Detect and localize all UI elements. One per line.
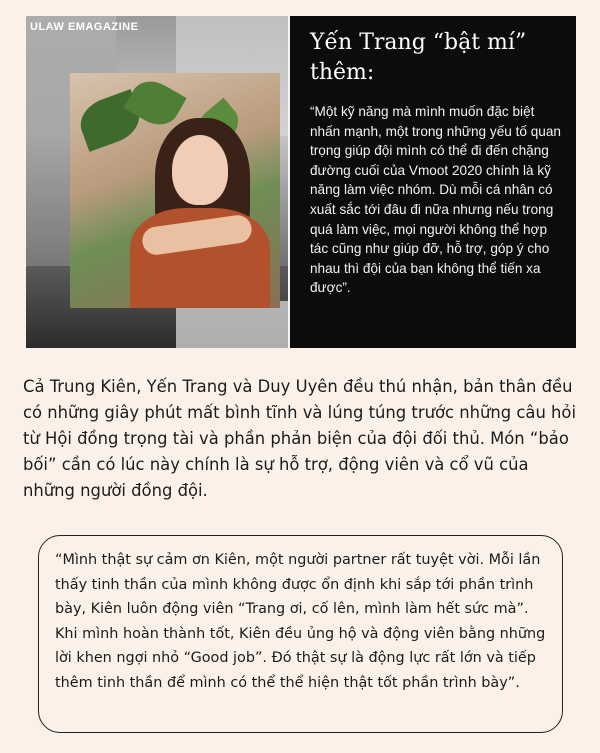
panel-title: Yến Trang “bật mí” thêm:: [310, 30, 527, 85]
quote-box: [38, 535, 563, 733]
brand-label: ULAW EMAGAZINE: [30, 21, 139, 33]
hero-section: [26, 16, 576, 348]
intro-paragraph: Cả Trung Kiên, Yến Trang và Duy Uyên đều thú nhận, bản thân đều có những giây phút mất bình tĩnh và lúng túng trước những câu hỏi từ Hội đồng trọng tài và phần phản biện của đội đối thủ. Món “bảo bối” cần có lúc này chính là sự hỗ trợ, động viên và cổ vũ của những người đồng đội.: [23, 377, 577, 500]
quote-panel: [290, 16, 576, 348]
panel-quote: “Một kỹ năng mà mình muốn đặc biệt nhấn mạnh, một trong những yếu tố quan trọng giúp đội mình có thể đi đến chặng đường cuối của Vmoot 2020 chính là kỹ năng làm việc nhóm. Dù mỗi cá nhân có xuất sắc tới đâu đi nữa nhưng nếu trong quá làm việc, mọi người không thể hợp tác cũng như giúp đỡ, hỗ trợ, góp ý cho nhau thì đội của bạn không thể tiến xa được”.: [310, 104, 561, 296]
quote-box-text: “Mình thật sự cảm ơn Kiên, một người partner rất tuyệt vời. Mỗi lần thấy tinh thần của mình không được ổn định khi sắp tới phần trình bày, Kiên luôn động viên “Trang ơi, cố lên, mình làm hết sức mà”. Khi mình hoàn thành tốt, Kiên đều ủng hộ và động viên bằng những lời khen ngợi nhỏ “Good job”. Đó thật sự là động lực rất lớn và tiếp thêm tinh thần để mình có thể thể hiện thật tốt phần trình bày”.: [55, 552, 546, 691]
portrait-photo: [26, 16, 288, 348]
portrait-photo-inset: [70, 73, 280, 308]
